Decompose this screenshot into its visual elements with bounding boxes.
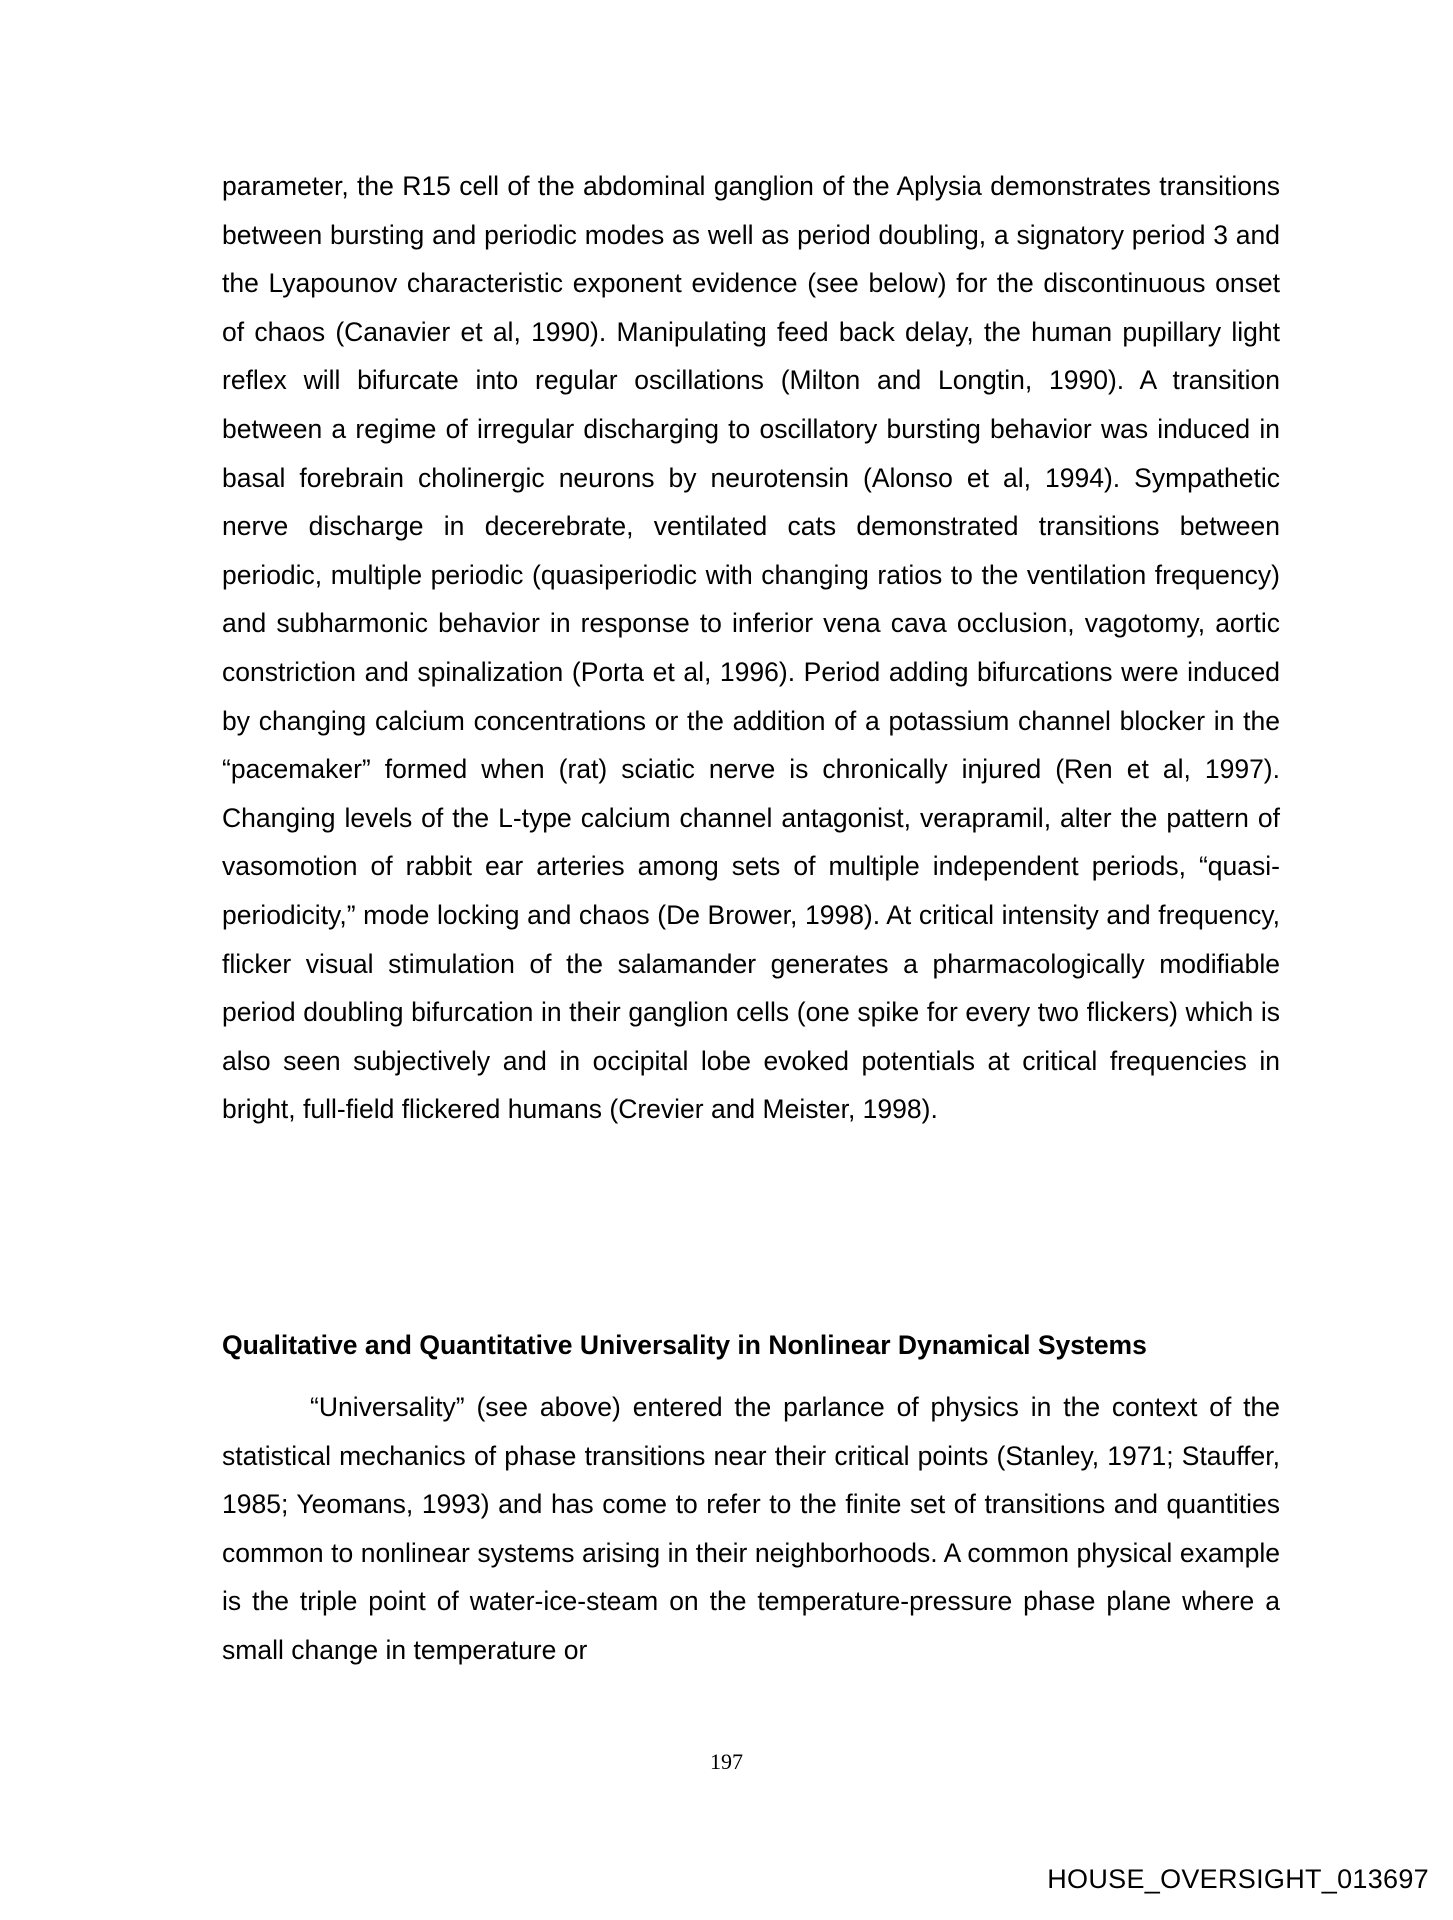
body-paragraph-2: “Universality” (see above) entered the parlance of physics in the context of the statistical mechanics of phase transitions near their critical points (Stanley, 1971; Stauffer, 1985; Yeomans, 1993) and has come to refer to the finite set of transitions and quantities common to nonlinear systems arising in their neighborhoods. A common physical example is the triple point of water-ice-steam on the temperature-pressure phase plane where a small change in temperature or — [222, 1392, 1280, 1665]
body-paragraph-1: parameter, the R15 cell of the abdominal ganglion of the Aplysia demonstrates transitions between bursting and periodic modes as well as period doubling, a signatory period 3 and the Lyapounov characteristic exponent evidence (see below) for the discontinuous onset of chaos (Canavier et al, 1990). Manipulating feed back delay, the human pupillary light reflex will bifurcate into regular oscillations (Milton and Longtin, 1990). A transition between a regime of irregular discharging to oscillatory bursting behavior was induced in basal forebrain cholinergic neurons by neurotensin (Alonso et al, 1994). Sympathetic nerve discharge in decerebrate, ventilated cats demonstrated transitions between periodic, multiple periodic (quasiperiodic with changing ratios to the ventilation frequency) and subharmonic behavior in response to inferior vena cava occlusion, vagotomy, aortic constriction and spinalization (Porta et al, 1996). Period adding bifurcations were induced by changing calcium concentrations or the addition of a potassium channel blocker in the “pacemaker” formed when (rat) sciatic nerve is chronically injured (Ren et al, 1997). Changing levels of the L-type calcium channel antagonist, verapramil, alter the pattern of vasomotion of rabbit ear arteries among sets of multiple independent periods, “quasi-periodicity,” mode locking and chaos (De Brower, 1998). At critical intensity and frequency, flicker visual stimulation of the salamander generates a pharmacologically modifiable period doubling bifurcation in their ganglion cells (one spike for every two flickers) which is also seen subjectively and in occipital lobe evoked potentials at critical frequencies in bright, full-field flickered humans (Crevier and Meister, 1998). — [222, 171, 1280, 1125]
page-number: 197 — [710, 1749, 743, 1774]
section-heading: Qualitative and Quantitative Universality in Nonlinear Dynamical Systems — [222, 1330, 1147, 1360]
bates-stamp: HOUSE_OVERSIGHT_013697 — [1047, 1864, 1429, 1894]
